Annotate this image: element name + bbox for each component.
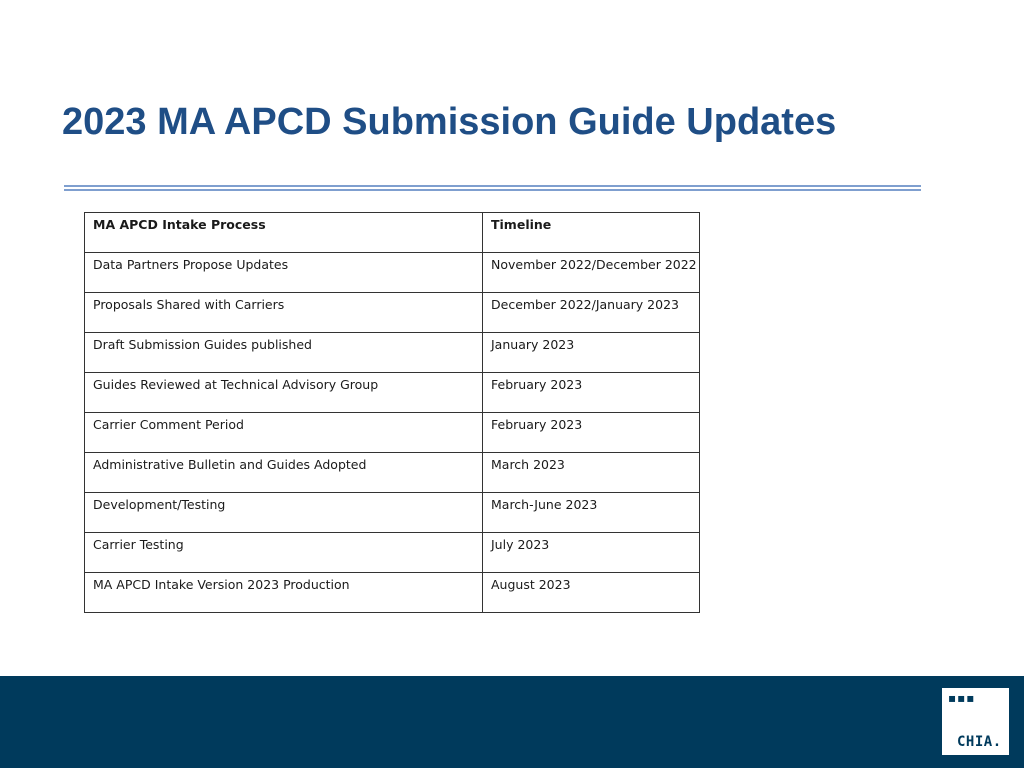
table-row [85, 333, 700, 373]
column-header-timeline: Timeline [483, 213, 700, 253]
table-row [85, 493, 700, 533]
table-header-row [85, 213, 700, 253]
process-cell: Draft Submission Guides published [85, 333, 483, 373]
process-cell: Carrier Testing [85, 533, 483, 573]
process-cell: MA APCD Intake Version 2023 Production [85, 573, 483, 613]
table-row [85, 293, 700, 333]
chia-logo [942, 688, 1009, 755]
footer-band [0, 676, 1024, 768]
logo-dots-icon: ▪▪▪ [948, 691, 976, 705]
timeline-cell: January 2023 [483, 333, 700, 373]
table-row [85, 413, 700, 453]
divider-line-top [64, 185, 921, 187]
process-cell: Development/Testing [85, 493, 483, 533]
timeline-cell: July 2023 [483, 533, 700, 573]
table-row [85, 533, 700, 573]
process-cell: Guides Reviewed at Technical Advisory Group [85, 373, 483, 413]
logo-wordmark: CHIA. [957, 734, 1002, 750]
timeline-cell: March-June 2023 [483, 493, 700, 533]
timeline-cell: February 2023 [483, 413, 700, 453]
table-row [85, 373, 700, 413]
table-row [85, 453, 700, 493]
divider-line-bottom [64, 189, 921, 191]
column-header-process: MA APCD Intake Process [85, 213, 483, 253]
process-cell: Carrier Comment Period [85, 413, 483, 453]
process-cell: Data Partners Propose Updates [85, 253, 483, 293]
table-row [85, 573, 700, 613]
title-divider [64, 185, 921, 191]
timeline-cell: December 2022/January 2023 [483, 293, 700, 333]
intake-timeline-table [84, 212, 700, 613]
timeline-cell: August 2023 [483, 573, 700, 613]
table-row [85, 253, 700, 293]
process-cell: Proposals Shared with Carriers [85, 293, 483, 333]
timeline-cell: March 2023 [483, 453, 700, 493]
timeline-cell: February 2023 [483, 373, 700, 413]
timeline-cell: November 2022/December 2022 [483, 253, 700, 293]
process-cell: Administrative Bulletin and Guides Adopted [85, 453, 483, 493]
slide-title: 2023 MA APCD Submission Guide Updates [62, 101, 837, 143]
